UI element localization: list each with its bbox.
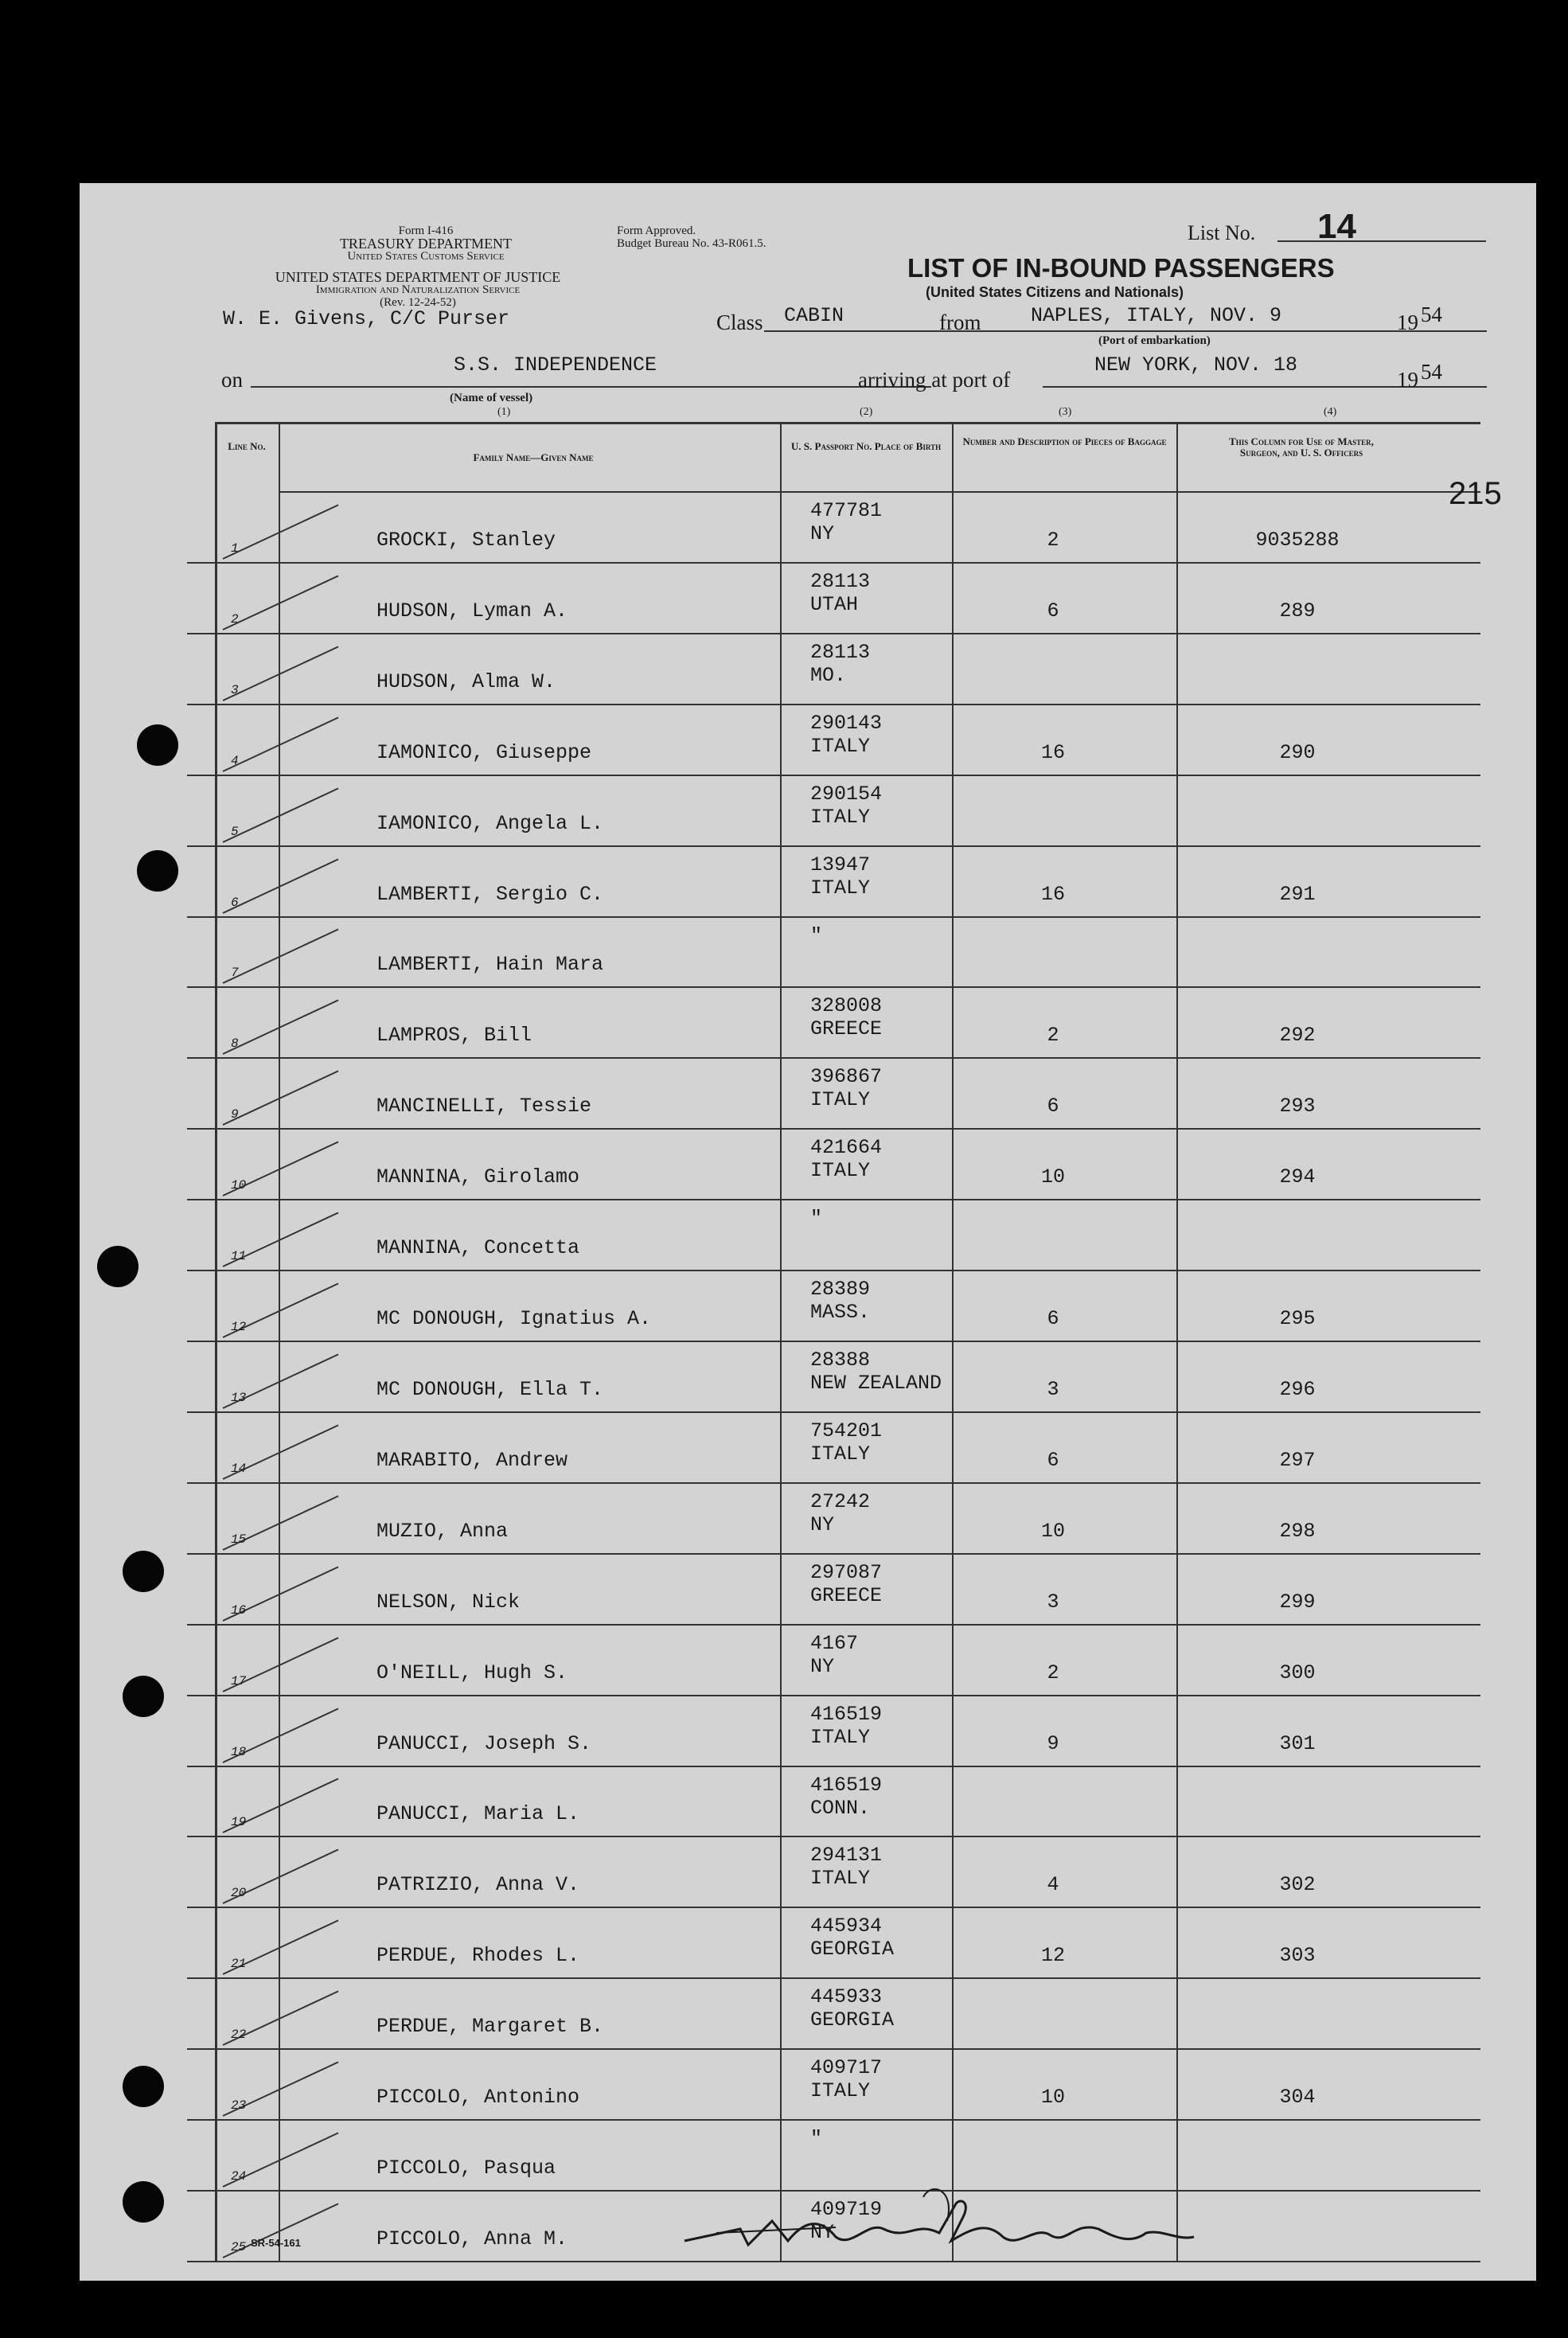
- passport-number: 328008: [810, 994, 883, 1018]
- table-row: [80, 1696, 1486, 1767]
- officer-number: 291: [1279, 882, 1316, 906]
- place-of-birth: ITALY: [810, 805, 871, 829]
- table-row: [80, 1130, 1486, 1200]
- passport-cell: [810, 1985, 894, 2032]
- line-number: 2: [231, 611, 239, 626]
- officer-number: 296: [1279, 1377, 1316, 1401]
- place-of-birth: GEORGIA: [810, 1938, 895, 1961]
- passport-cell: [810, 499, 882, 545]
- form-id-block: [326, 224, 525, 263]
- baggage-count: 16: [1040, 882, 1065, 906]
- passport-cell: [810, 1844, 882, 1890]
- table-row: [80, 1837, 1486, 1908]
- binder-hole: [123, 1551, 164, 1592]
- passport-cell: [810, 2056, 882, 2102]
- list-no-label: List No.: [1188, 221, 1256, 244]
- line-number: 7: [231, 966, 239, 981]
- class-value: CABIN: [784, 304, 844, 327]
- passport-number: 294131: [810, 1844, 883, 1868]
- place-of-birth: CONN.: [810, 1796, 871, 1820]
- passport-cell: [810, 994, 882, 1040]
- place-of-birth: NY: [810, 2221, 835, 2245]
- check-mark: [223, 716, 339, 771]
- manifest-rows: [80, 493, 1486, 2262]
- from-label: from: [939, 310, 981, 334]
- line-number: 23: [231, 2098, 247, 2114]
- col2-num: (2): [860, 406, 873, 418]
- passenger-name: GROCKI, Stanley: [376, 528, 556, 552]
- passport-number: 416519: [810, 1773, 883, 1797]
- passport-number: 28388: [810, 1349, 871, 1372]
- officer-number: 9035288: [1255, 528, 1340, 552]
- line-number: 19: [231, 1815, 247, 1830]
- passport-number: 477781: [810, 499, 883, 522]
- passenger-name: PICCOLO, Antonino: [376, 2086, 580, 2110]
- passenger-name: PANUCCI, Joseph S.: [376, 1731, 592, 1755]
- line-number: 6: [231, 895, 239, 910]
- passenger-manifest-page: [80, 183, 1536, 2281]
- officer-number: 294: [1279, 1165, 1316, 1189]
- place-of-birth: MO.: [810, 663, 847, 687]
- passport-cell: [810, 1065, 882, 1111]
- line-number: 18: [231, 1744, 247, 1759]
- line-number: 15: [231, 1532, 247, 1547]
- passport-cell: [810, 1207, 822, 1230]
- table-row: [80, 705, 1486, 776]
- passenger-name: O'NEILL, Hugh S.: [376, 1661, 568, 1684]
- passenger-name: LAMBERTI, Sergio C.: [376, 882, 604, 906]
- passport-cell: [810, 712, 882, 758]
- baggage-count: 2: [1047, 1661, 1059, 1684]
- officer-number: 293: [1279, 1095, 1316, 1118]
- table-row: [80, 1979, 1486, 2050]
- header-family-name: Family Name—Given Name: [473, 451, 594, 463]
- passport-number: 416519: [810, 1702, 883, 1726]
- passport-cell: [810, 1915, 894, 1961]
- passport-number: ": [810, 923, 823, 947]
- baggage-count: 6: [1047, 599, 1059, 623]
- col3-num: (3): [1059, 406, 1072, 418]
- passport-number: 409717: [810, 2056, 883, 2080]
- binder-hole: [97, 1246, 138, 1287]
- passport-cell: [810, 2127, 822, 2150]
- line-number: 10: [231, 1178, 247, 1193]
- line-number: 1: [231, 541, 239, 556]
- passport-number: 297087: [810, 1560, 883, 1584]
- binder-hole: [123, 1676, 164, 1717]
- passenger-name: MANNINA, Concetta: [376, 1236, 580, 1260]
- passport-number: 13947: [810, 853, 871, 876]
- passenger-name: MARABITO, Andrew: [376, 1448, 568, 1472]
- year2-rule: [1417, 386, 1487, 388]
- passenger-name: LAMPROS, Bill: [376, 1024, 532, 1048]
- baggage-count: 3: [1047, 1377, 1059, 1401]
- table-row: [80, 1767, 1486, 1838]
- check-mark: [223, 787, 339, 842]
- passport-cell: [810, 1632, 858, 1678]
- line-number: 3: [231, 682, 239, 697]
- passport-number: 27242: [810, 1489, 871, 1513]
- passenger-name: IAMONICO, Angela L.: [376, 811, 604, 835]
- passport-cell: [810, 570, 870, 616]
- passport-number: 409719: [810, 2198, 883, 2222]
- check-mark: [223, 575, 339, 630]
- place-of-birth: NY: [810, 1654, 835, 1678]
- passport-number: 421664: [810, 1136, 883, 1160]
- officer-number: 295: [1279, 1307, 1316, 1331]
- col4-num: (4): [1324, 406, 1337, 418]
- baggage-count: 2: [1047, 528, 1059, 552]
- passport-cell: [810, 1349, 942, 1395]
- line-number: 17: [231, 1673, 247, 1688]
- arrival-port: NEW YORK, NOV. 18: [1094, 353, 1298, 377]
- passenger-name: MANNINA, Girolamo: [376, 1165, 580, 1189]
- header-passport: U. S. Passport No. Place of Birth: [790, 440, 942, 452]
- line-number: 21: [231, 1957, 247, 1972]
- budget-bureau: Budget Bureau No. 43-R061.5.: [617, 237, 766, 250]
- passenger-name: MANCINELLI, Tessie: [376, 1095, 592, 1118]
- port-embark-caption: (Port of embarkation): [1098, 334, 1211, 347]
- year-suffix: 54: [1421, 302, 1442, 326]
- vessel-caption: (Name of vessel): [450, 392, 533, 404]
- justice-block: [227, 271, 609, 309]
- class-label: Class: [716, 310, 763, 334]
- binder-hole: [123, 2181, 164, 2223]
- passport-number: 28113: [810, 640, 871, 664]
- check-mark: [223, 646, 339, 701]
- passenger-name: PERDUE, Margaret B.: [376, 2015, 604, 2039]
- passport-number: 290154: [810, 782, 883, 806]
- binder-hole: [123, 2066, 164, 2107]
- line-number: 11: [231, 1249, 247, 1264]
- table-row: [80, 493, 1486, 564]
- header-officers: This Column for Use of Master, Surgeon, and U. S. Officers: [1229, 435, 1374, 459]
- check-mark: [223, 858, 339, 913]
- purser-name: W. E. Givens, C/C Purser: [223, 307, 510, 330]
- passenger-name: LAMBERTI, Hain Mara: [376, 953, 604, 977]
- table-top-rule: [215, 422, 1480, 424]
- passenger-name: PICCOLO, Pasqua: [376, 2157, 556, 2180]
- baggage-count: 6: [1047, 1448, 1059, 1472]
- passport-cell: [810, 853, 870, 900]
- place-of-birth: ITALY: [810, 734, 871, 758]
- check-mark: [223, 504, 339, 559]
- officer-number: 292: [1279, 1024, 1316, 1048]
- table-row: [80, 1626, 1486, 1696]
- place-of-birth: NY: [810, 1512, 835, 1536]
- col1-num: (1): [497, 406, 511, 418]
- passenger-name: HUDSON, Lyman A.: [376, 599, 568, 623]
- line-number: 4: [231, 753, 239, 768]
- passport-cell: [810, 1419, 882, 1466]
- passport-cell: [810, 1136, 882, 1182]
- passport-number: ": [810, 1207, 823, 1231]
- passenger-name: MC DONOUGH, Ignatius A.: [376, 1307, 652, 1331]
- place-of-birth: ITALY: [810, 1088, 871, 1112]
- passport-cell: [810, 1561, 882, 1607]
- customs-service: United States Customs Service: [347, 250, 505, 263]
- baggage-count: 10: [1040, 1165, 1065, 1189]
- place-of-birth: MASS.: [810, 1301, 871, 1325]
- place-of-birth: NY: [810, 522, 835, 545]
- year2-suffix: 54: [1421, 360, 1442, 384]
- line-number: 20: [231, 1886, 247, 1901]
- budget-block: [617, 224, 766, 250]
- officer-number: 301: [1279, 1731, 1316, 1755]
- header-line-no: Line No.: [228, 440, 266, 452]
- passport-number: 754201: [810, 1419, 883, 1442]
- ins-service: Immigration and Naturalization Service: [315, 283, 521, 296]
- table-row: [80, 1908, 1486, 1979]
- footer-code: SR-54-161: [251, 2237, 301, 2249]
- place-of-birth: GREECE: [810, 1583, 883, 1607]
- on-label: on: [221, 368, 243, 392]
- list-no-rule: [1277, 240, 1486, 242]
- binder-hole: [137, 850, 178, 892]
- place-of-birth: ITALY: [810, 1159, 871, 1183]
- table-row: [80, 634, 1486, 705]
- form-subtitle: (United States Citizens and Nationals): [926, 284, 1184, 300]
- line-number: 25: [231, 2239, 247, 2254]
- officer-number: 290: [1279, 740, 1316, 764]
- baggage-count: 10: [1040, 1519, 1065, 1543]
- line-number: 12: [231, 1320, 247, 1335]
- year2-prefix: 19: [1397, 368, 1418, 392]
- table-row: [80, 1555, 1486, 1626]
- binder-hole: [137, 724, 178, 766]
- baggage-count: 10: [1040, 2086, 1065, 2110]
- line-number: 16: [231, 1602, 247, 1618]
- place-of-birth: GEORGIA: [810, 2008, 895, 2032]
- table-row: [80, 988, 1486, 1059]
- edge-page-number: 215: [1449, 476, 1502, 511]
- arrival-rule: [1043, 386, 1417, 388]
- passenger-name: NELSON, Nick: [376, 1590, 521, 1614]
- officer-number: 303: [1279, 1944, 1316, 1968]
- from-value: NAPLES, ITALY, NOV. 9: [1031, 304, 1282, 327]
- passport-number: 445934: [810, 1915, 883, 1938]
- table-row: [80, 2050, 1486, 2121]
- passport-number: ": [810, 2127, 823, 2151]
- manifest-table: [80, 422, 1536, 2265]
- passenger-name: PICCOLO, Anna M.: [376, 2227, 568, 2250]
- passenger-name: HUDSON, Alma W.: [376, 669, 556, 693]
- place-of-birth: UTAH: [810, 592, 859, 616]
- table-row: [80, 1484, 1486, 1555]
- line-number: 8: [231, 1036, 239, 1052]
- passenger-name: PANUCCI, Maria L.: [376, 1802, 580, 1826]
- passport-cell: [810, 641, 870, 687]
- officer-signature: [669, 2173, 1226, 2269]
- year-rule: [1417, 330, 1487, 332]
- officer-number: 304: [1279, 2086, 1316, 2110]
- year-prefix: 19: [1397, 310, 1418, 334]
- passport-cell: [810, 924, 822, 947]
- place-of-birth: ITALY: [810, 1725, 871, 1749]
- officer-number: 299: [1279, 1590, 1316, 1614]
- officer-number: 300: [1279, 1661, 1316, 1684]
- officer-number: 302: [1279, 1873, 1316, 1897]
- table-row: [80, 847, 1486, 918]
- passport-cell: [810, 783, 882, 829]
- line-number: 13: [231, 1390, 247, 1405]
- vessel-name: S.S. INDEPENDENCE: [454, 353, 657, 377]
- vessel-rule: [251, 386, 931, 388]
- table-row: [80, 1342, 1486, 1413]
- passenger-name: IAMONICO, Giuseppe: [376, 740, 592, 764]
- officer-number: 289: [1279, 599, 1316, 623]
- line-number: 24: [231, 2169, 247, 2184]
- line-number: 14: [231, 1461, 247, 1476]
- passport-number: 4167: [810, 1631, 859, 1655]
- table-row: [80, 1059, 1486, 1130]
- table-row: [80, 918, 1486, 989]
- table-row: [80, 1200, 1486, 1271]
- revision-date: (Rev. 12-24-52): [380, 296, 456, 309]
- form-title: LIST OF IN-BOUND PASSENGERS: [907, 253, 1335, 283]
- officer-number: 298: [1279, 1519, 1316, 1543]
- table-row: [80, 776, 1486, 847]
- baggage-count: 4: [1047, 1873, 1059, 1897]
- passport-number: 28389: [810, 1278, 871, 1302]
- place-of-birth: ITALY: [810, 2079, 871, 2103]
- check-mark: [223, 1000, 339, 1055]
- list-number: 14: [1317, 207, 1356, 246]
- passenger-name: MC DONOUGH, Ella T.: [376, 1377, 604, 1401]
- check-mark: [223, 929, 339, 984]
- place-of-birth: NEW ZEALAND: [810, 1372, 942, 1395]
- arriving-label: arriving at port of: [858, 368, 1011, 392]
- place-of-birth: GREECE: [810, 1017, 883, 1041]
- table-row: [80, 1271, 1486, 1342]
- passport-number: 28113: [810, 569, 871, 593]
- baggage-count: 16: [1040, 740, 1065, 764]
- passenger-name: PATRIZIO, Anna V.: [376, 1873, 580, 1897]
- place-of-birth: ITALY: [810, 1442, 871, 1466]
- baggage-count: 3: [1047, 1590, 1059, 1614]
- passport-cell: [810, 1703, 882, 1749]
- baggage-count: 6: [1047, 1095, 1059, 1118]
- passport-cell: [810, 1774, 882, 1820]
- baggage-count: 6: [1047, 1307, 1059, 1331]
- place-of-birth: ITALY: [810, 876, 871, 900]
- table-row: [80, 564, 1486, 634]
- line-number: 22: [231, 2028, 247, 2043]
- form-approved: Form Approved.: [617, 224, 696, 237]
- passport-cell: [810, 1490, 870, 1536]
- passport-number: 290143: [810, 711, 883, 735]
- check-mark: [223, 1071, 339, 1126]
- passenger-name: MUZIO, Anna: [376, 1519, 509, 1543]
- form-number: Form I-416: [398, 224, 454, 237]
- table-row: [80, 1413, 1486, 1484]
- baggage-count: 12: [1040, 1944, 1065, 1968]
- baggage-count: 2: [1047, 1024, 1059, 1048]
- passport-number: 396867: [810, 1065, 883, 1089]
- officer-number: 297: [1279, 1448, 1316, 1472]
- treasury-dept: TREASURY DEPARTMENT: [339, 236, 513, 252]
- passenger-name: PERDUE, Rhodes L.: [376, 1944, 580, 1968]
- line-number: 9: [231, 1107, 239, 1122]
- passport-cell: [810, 1278, 870, 1324]
- justice-dept: UNITED STATES DEPARTMENT OF JUSTICE: [275, 269, 561, 285]
- line-number: 5: [231, 824, 239, 839]
- passport-number: 445933: [810, 1985, 883, 2009]
- baggage-count: 9: [1047, 1731, 1059, 1755]
- header-baggage: Number and Description of Pieces of Baggage: [962, 435, 1167, 447]
- place-of-birth: ITALY: [810, 1867, 871, 1891]
